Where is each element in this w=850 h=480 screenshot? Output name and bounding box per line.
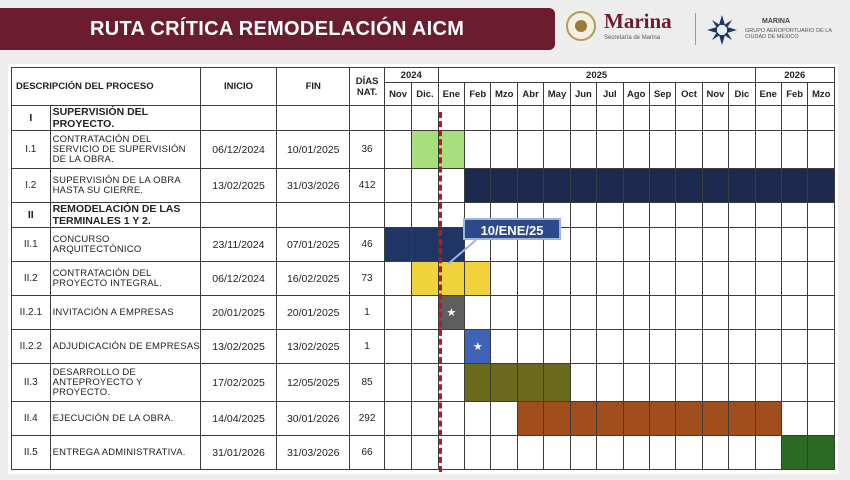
month-header: Feb [465,83,491,106]
gantt-cell [570,364,596,402]
task-start-date: 13/02/2025 [200,330,276,364]
gantt-cell [623,228,649,262]
gantt-cell [702,106,728,131]
task-number: I.2 [12,169,51,203]
gantt-cell [755,203,781,228]
gantt-cell [412,436,438,470]
empty-cell [277,203,350,228]
gantt-cell [808,228,835,262]
gantt-cell [623,330,649,364]
gantt-bar-cell [755,402,781,436]
gantt-cell [808,364,835,402]
gantt-cell [438,330,464,364]
task-end-date: 30/01/2026 [277,402,350,436]
gantt-bar-cell [517,402,543,436]
gantt-cell [623,436,649,470]
gantt-cell [438,436,464,470]
gantt-cell [729,436,755,470]
gantt-cell [676,330,702,364]
task-days: 73 [350,262,385,296]
gantt-cell [491,131,517,169]
task-row [12,402,835,436]
gantt-cell [438,203,464,228]
gantt-cell [676,262,702,296]
month-header: Ene [755,83,781,106]
gantt-cell [438,364,464,402]
gantt-cell [649,203,675,228]
gantt-cell [755,228,781,262]
task-days: 85 [350,364,385,402]
gantt-cell [491,106,517,131]
gantt-cell [755,296,781,330]
gantt-cell [623,296,649,330]
gacm-logo-text: MARINA [762,18,790,25]
gantt-bar-cell [676,169,702,203]
gantt-bar-cell [649,169,675,203]
header-fin: FIN [277,68,350,106]
month-header: Oct [676,83,702,106]
task-number: II.2 [12,262,51,296]
gantt-cell [570,262,596,296]
month-header: Abr [517,83,543,106]
gantt-cell [623,262,649,296]
current-date-callout: 10/ENE/25 [463,218,561,240]
task-description: INVITACIÓN A EMPRESAS [50,296,200,330]
section-title: SUPERVISIÓN DEL PROYECTO. [50,106,200,131]
gantt-bar-cell [676,402,702,436]
gantt-cell [597,262,623,296]
gantt-bar-cell [491,169,517,203]
gantt-cell [597,203,623,228]
gantt-cell [702,131,728,169]
gantt-bar-cell [438,296,464,330]
gantt-cell [781,262,807,296]
gantt-bar-cell [412,131,438,169]
task-description: EJECUCIÓN DE LA OBRA. [50,402,200,436]
gantt-cell [676,228,702,262]
task-end-date: 07/01/2025 [277,228,350,262]
gantt-bar-cell [729,169,755,203]
gantt-cell [781,402,807,436]
gantt-table [11,67,835,470]
gacm-logo-subtitle: GRUPO AEROPORTUARIO DE LA CIUDAD DE MÉXICO [745,28,832,40]
header-inicio: INICIO [200,68,276,106]
task-days: 292 [350,402,385,436]
task-description: CONTRATACIÓN DEL PROYECTO INTEGRAL. [50,262,200,296]
gantt-bar-cell [465,330,491,364]
gantt-cell [676,203,702,228]
task-description: CONCURSO ARQUITECTÓNICO [50,228,200,262]
task-end-date: 31/03/2026 [277,436,350,470]
gantt-bar-cell [781,169,807,203]
task-start-date: 17/02/2025 [200,364,276,402]
task-row [12,330,835,364]
gantt-cell [676,296,702,330]
gantt-bar-cell [702,169,728,203]
marina-logo-text: Marina [604,9,672,33]
gantt-cell [702,203,728,228]
gantt-cell [570,131,596,169]
gantt-bar-cell [544,364,570,402]
gantt-cell [729,131,755,169]
task-row [12,262,835,296]
task-start-date: 06/12/2024 [200,131,276,169]
gantt-cell [702,436,728,470]
gantt-bar-cell [412,228,438,262]
gantt-cell [702,228,728,262]
gantt-cell [623,364,649,402]
gantt-cell [649,131,675,169]
task-days: 1 [350,330,385,364]
gantt-cell [517,330,543,364]
gantt-cell [755,364,781,402]
header-logos [560,8,840,50]
gantt-cell [808,106,835,131]
gantt-cell [649,330,675,364]
task-number: II.2.2 [12,330,51,364]
task-days: 66 [350,436,385,470]
gantt-cell [384,131,411,169]
gantt-bar-cell [517,169,543,203]
gantt-cell [729,330,755,364]
gantt-bar-cell [438,131,464,169]
gantt-cell [570,436,596,470]
gantt-cell [384,169,411,203]
month-header: Feb [781,83,807,106]
gantt-bar-cell [755,169,781,203]
gantt-cell [702,330,728,364]
gantt-cell [676,364,702,402]
empty-cell [350,203,385,228]
header-dias: DÍAS NAT. [350,68,385,106]
gantt-cell [729,106,755,131]
gantt-cell [384,106,411,131]
gantt-cell [755,330,781,364]
gantt-cell [781,106,807,131]
gantt-cell [676,436,702,470]
month-header: May [544,83,570,106]
gantt-cell [412,402,438,436]
task-row [12,296,835,330]
month-header: Ago [623,83,649,106]
gantt-cell [702,262,728,296]
task-days: 1 [350,296,385,330]
gacm-logo-icon [705,13,739,47]
section-title: REMODELACIÓN DE LAS TERMINALES 1 Y 2. [50,203,200,228]
gantt-cell [544,330,570,364]
gantt-cell [517,262,543,296]
gantt-cell [384,436,411,470]
gantt-cell [623,106,649,131]
task-description: ENTREGA ADMINISTRATIVA. [50,436,200,470]
task-number: II.2.1 [12,296,51,330]
gantt-bar-cell [384,228,411,262]
gantt-cell [781,228,807,262]
task-description: CONTRATACIÓN DEL SERVICIO DE SUPERVISIÓN DE LA OBRA. [50,131,200,169]
task-end-date: 31/03/2026 [277,169,350,203]
gantt-cell [808,203,835,228]
gantt-cell [384,364,411,402]
gantt-cell [465,131,491,169]
gantt-cell [729,203,755,228]
gantt-cell [808,402,835,436]
gantt-cell [491,402,517,436]
gantt-cell [755,436,781,470]
gantt-cell [465,436,491,470]
gantt-cell [729,228,755,262]
task-start-date: 20/01/2025 [200,296,276,330]
gantt-cell [465,402,491,436]
task-row [12,364,835,402]
task-end-date: 20/01/2025 [277,296,350,330]
gantt-bar-cell [702,402,728,436]
gantt-cell [384,296,411,330]
gantt-cell [491,296,517,330]
gantt-cell [781,131,807,169]
section-row [12,106,835,131]
task-start-date: 13/02/2025 [200,169,276,203]
gantt-cell [597,131,623,169]
gantt-bar-cell [438,262,464,296]
milestone-star-icon: ★ [446,307,457,319]
gantt-bar-cell [544,169,570,203]
header-description: DESCRIPCIÓN DEL PROCESO [12,68,201,106]
gantt-cell [570,203,596,228]
gantt-bar-cell [570,169,596,203]
month-header: Jun [570,83,596,106]
gantt-cell [649,106,675,131]
gantt-bar-cell [412,262,438,296]
gantt-cell [808,330,835,364]
gantt-cell [544,436,570,470]
gantt-cell [781,203,807,228]
gantt-cell [384,330,411,364]
gantt-cell [570,296,596,330]
gantt-bar-cell [729,402,755,436]
gantt-bar-cell [597,169,623,203]
gantt-bar-cell [465,364,491,402]
gantt-cell [412,106,438,131]
section-number: II [12,203,51,228]
gantt-cell [412,169,438,203]
gantt-cell [491,330,517,364]
gantt-cell [517,436,543,470]
gantt-cell [702,364,728,402]
gantt-cell [649,228,675,262]
gantt-cell [597,106,623,131]
gantt-cell [384,203,411,228]
section-row [12,203,835,228]
gantt-bar-cell [597,402,623,436]
task-row [12,436,835,470]
page-title: RUTA CRÍTICA REMODELACIÓN AICM [0,8,555,50]
gantt-cell [465,296,491,330]
gantt-cell [517,131,543,169]
gantt-cell [755,131,781,169]
task-row [12,131,835,169]
gantt-cell [729,364,755,402]
gantt-cell [570,228,596,262]
gantt-cell [649,436,675,470]
task-row [12,169,835,203]
critical-date-line [439,112,442,472]
task-description: SUPERVISIÓN DE LA OBRA HASTA SU CIERRE. [50,169,200,203]
task-row [12,228,835,262]
year-header: 2024 [384,68,438,83]
gantt-cell [517,106,543,131]
task-days: 36 [350,131,385,169]
month-header: Sep [649,83,675,106]
gantt-cell [597,330,623,364]
task-description: ADJUDICACIÓN DE EMPRESAS [50,330,200,364]
gantt-cell [755,106,781,131]
gantt-cell [544,131,570,169]
empty-cell [277,106,350,131]
month-header: Nov [384,83,411,106]
gantt-cell [649,296,675,330]
empty-cell [200,106,276,131]
gantt-cell [649,364,675,402]
gantt-cell [781,364,807,402]
gantt-cell [597,228,623,262]
gantt-cell [570,106,596,131]
section-number: I [12,106,51,131]
task-days: 46 [350,228,385,262]
logo-divider [695,13,696,45]
gantt-cell [702,296,728,330]
month-header: Mzo [491,83,517,106]
gantt-cell [808,296,835,330]
task-end-date: 10/01/2025 [277,131,350,169]
task-number: II.3 [12,364,51,402]
gantt-cell [781,330,807,364]
gantt-cell [491,262,517,296]
task-number: II.4 [12,402,51,436]
gantt-cell [729,296,755,330]
task-start-date: 06/12/2024 [200,262,276,296]
task-end-date: 16/02/2025 [277,262,350,296]
empty-cell [200,203,276,228]
gantt-bar-cell [781,436,807,470]
gantt-cell [491,436,517,470]
gantt-cell [412,330,438,364]
task-description: DESARROLLO DE ANTEPROYECTO Y PROYECTO. [50,364,200,402]
gantt-cell [412,364,438,402]
task-start-date: 31/01/2026 [200,436,276,470]
gantt-bar-cell [808,436,835,470]
marina-logo-subtitle: Secretaría de Marina [604,35,661,41]
gantt-bar-cell [491,364,517,402]
gantt-bar-cell [438,228,464,262]
gantt-bar-cell [544,402,570,436]
gantt-cell [808,262,835,296]
gantt-cell [623,203,649,228]
month-header: Jul [597,83,623,106]
gantt-bar-cell [623,402,649,436]
task-days: 412 [350,169,385,203]
gantt-cell [649,262,675,296]
gantt-cell [676,131,702,169]
gantt-bar-cell [465,169,491,203]
task-number: II.5 [12,436,51,470]
task-number: II.1 [12,228,51,262]
milestone-star-icon: ★ [472,341,483,353]
task-start-date: 23/11/2024 [200,228,276,262]
gantt-cell [544,296,570,330]
gantt-cell [412,296,438,330]
gantt-cell [597,296,623,330]
empty-cell [350,106,385,131]
gantt-cell [544,106,570,131]
gantt-bar-cell [517,364,543,402]
task-number: I.1 [12,131,51,169]
gantt-bar-cell [623,169,649,203]
task-end-date: 12/05/2025 [277,364,350,402]
month-header: Nov [702,83,728,106]
marina-seal-logo [566,11,596,41]
gantt-cell [570,330,596,364]
gantt-bar-cell [465,262,491,296]
gantt-cell [384,262,411,296]
gantt-sheet [8,64,838,474]
gantt-cell [384,402,411,436]
gantt-cell [676,106,702,131]
gantt-cell [438,402,464,436]
gantt-cell [597,436,623,470]
gantt-cell [465,106,491,131]
gantt-bar-cell [649,402,675,436]
gantt-cell [729,262,755,296]
gantt-cell [517,296,543,330]
gantt-bar-cell [808,169,835,203]
month-header: Ene [438,83,464,106]
gantt-cell [544,262,570,296]
year-header: 2026 [755,68,834,83]
gantt-bar-cell [570,402,596,436]
gantt-cell [438,169,464,203]
gantt-cell [438,106,464,131]
year-header: 2025 [438,68,755,83]
task-end-date: 13/02/2025 [277,330,350,364]
month-header: Dic. [412,83,438,106]
month-header: Mzo [808,83,835,106]
month-header: Dic [729,83,755,106]
gantt-cell [808,131,835,169]
gantt-cell [755,262,781,296]
gantt-cell [412,203,438,228]
gantt-cell [781,296,807,330]
task-start-date: 14/04/2025 [200,402,276,436]
gantt-cell [597,364,623,402]
gantt-cell [623,131,649,169]
